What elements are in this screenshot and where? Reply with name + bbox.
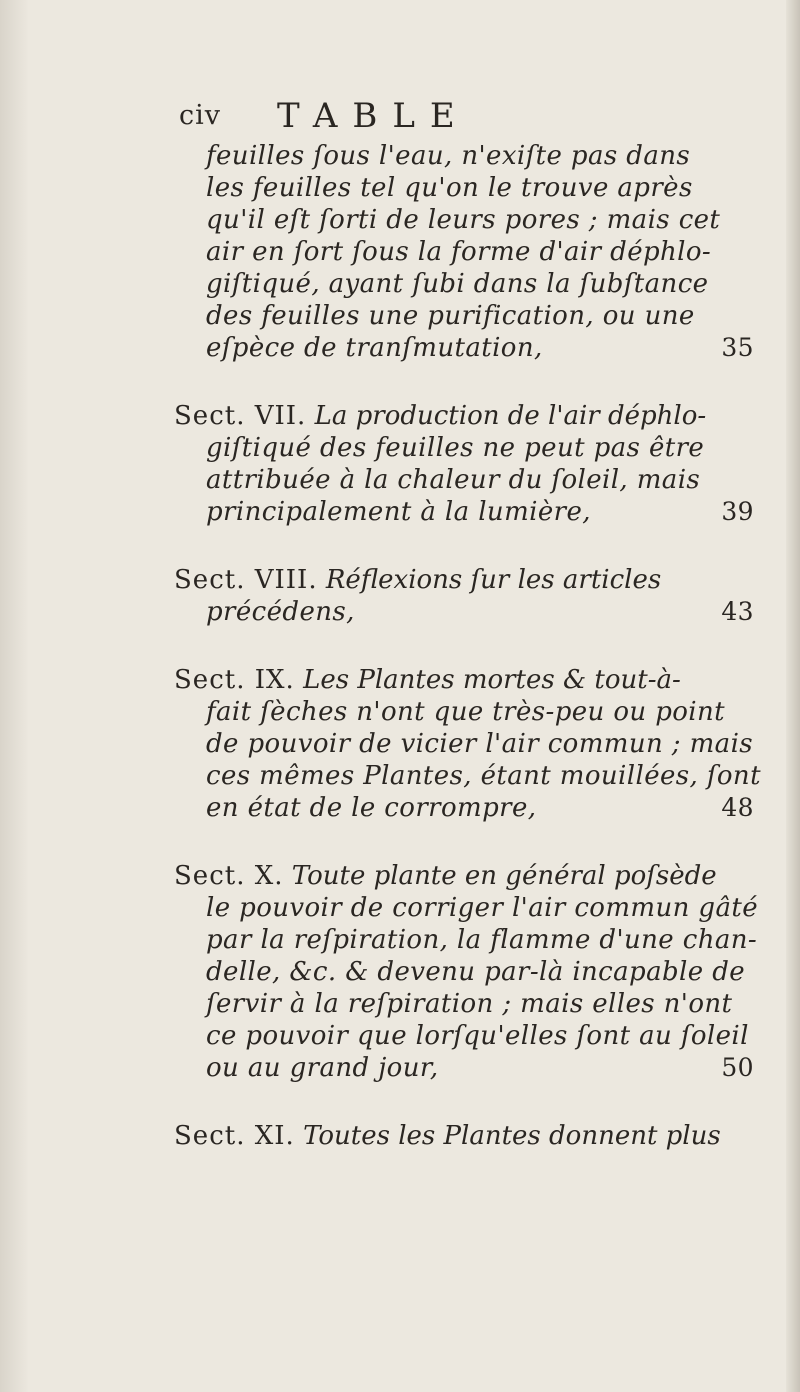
page-header: [179, 96, 599, 146]
page-gutter-shadow: [0, 0, 28, 1392]
entry-heading-line: [164, 1120, 754, 1152]
table-of-contents: [164, 140, 761, 1152]
section-title: Toute plante en général poſsède: [291, 861, 717, 891]
entry-line: ces mêmes Plantes, étant mouillées, ſont: [206, 761, 761, 791]
section-title: La production de l'air déphlo-: [314, 401, 707, 431]
section-title: Toutes les Plantes donnent plus: [303, 1121, 721, 1151]
entry-line: qu'il eſt ſorti de leurs pores ; mais cet: [206, 205, 721, 235]
entry-line-text: principalement à la lumière,: [206, 497, 591, 527]
entry-last-line: [164, 1052, 754, 1084]
toc-entry-sect-xi: [164, 1120, 754, 1152]
section-label: Sect. VIII.: [174, 565, 318, 595]
running-title: TABLE: [277, 96, 470, 136]
entry-line: par la reſpiration, la flamme d'une chan-: [206, 925, 758, 955]
page-reference: 48: [721, 793, 754, 822]
entry-last-line: [164, 496, 754, 528]
entry-line-text: ou au grand jour,: [206, 1053, 439, 1083]
entry-line: giſtiqué des feuilles ne peut pas être: [206, 433, 705, 463]
toc-entry-sect-vii: [164, 400, 754, 528]
entry-last-line: [164, 792, 754, 824]
entry-heading-line: [164, 400, 754, 432]
page-number: civ: [179, 100, 222, 131]
entry-line: feuilles ſous l'eau, n'exiſte pas dans: [206, 141, 691, 171]
entry-heading-line: [164, 664, 754, 696]
page-reference: 35: [721, 333, 754, 362]
entry-line: les feuilles tel qu'on le trouve après: [206, 173, 693, 203]
entry-line: fait ſèches n'ont que très-peu ou point: [206, 697, 726, 727]
section-label: Sect. XI.: [174, 1121, 295, 1151]
section-label: Sect. VII.: [174, 401, 307, 431]
toc-entry-sect-viii: [164, 564, 754, 628]
page-reference: 43: [721, 597, 754, 626]
entry-line: ce pouvoir que lorſqu'elles ſont au ſoleil: [206, 1021, 749, 1051]
entry-heading-line: [164, 860, 754, 892]
entry-line-text: en état de le corrompre,: [206, 793, 537, 823]
entry-line-text: précédens,: [206, 597, 355, 627]
section-title: Les Plantes mortes & tout-à-: [303, 665, 681, 695]
entry-line: air en ſort ſous la forme d'air déphlo-: [206, 237, 712, 267]
section-label: Sect. IX.: [174, 665, 295, 695]
toc-entry-continuation: [164, 140, 754, 364]
entry-line: delle, &c. & devenu par-là incapable de: [206, 957, 746, 987]
entry-last-line: [164, 596, 754, 628]
page-edge-shadow: [786, 0, 800, 1392]
entry-last-line: [164, 332, 754, 364]
page-reference: 50: [721, 1053, 754, 1082]
entry-line-text: eſpèce de tranſmutation,: [206, 333, 543, 363]
entry-line: de pouvoir de vicier l'air commun ; mais: [206, 729, 754, 759]
section-label: Sect. X.: [174, 861, 284, 891]
entry-heading-line: [164, 564, 754, 596]
entry-line: le pouvoir de corriger l'air commun gâté: [206, 893, 758, 923]
entry-line: giſtiqué, ayant ſubi dans la ſubſtance: [206, 269, 709, 299]
entry-line: ſervir à la reſpiration ; mais elles n'ont: [206, 989, 733, 1019]
entry-line: attribuée à la chaleur du ſoleil, mais: [206, 465, 701, 495]
toc-entry-sect-ix: [164, 664, 761, 824]
entry-line: des feuilles une purification, ou une: [206, 301, 695, 331]
toc-entry-sect-x: [164, 860, 758, 1084]
section-title: Réflexions ſur les articles: [325, 565, 662, 595]
page-reference: 39: [721, 497, 754, 526]
